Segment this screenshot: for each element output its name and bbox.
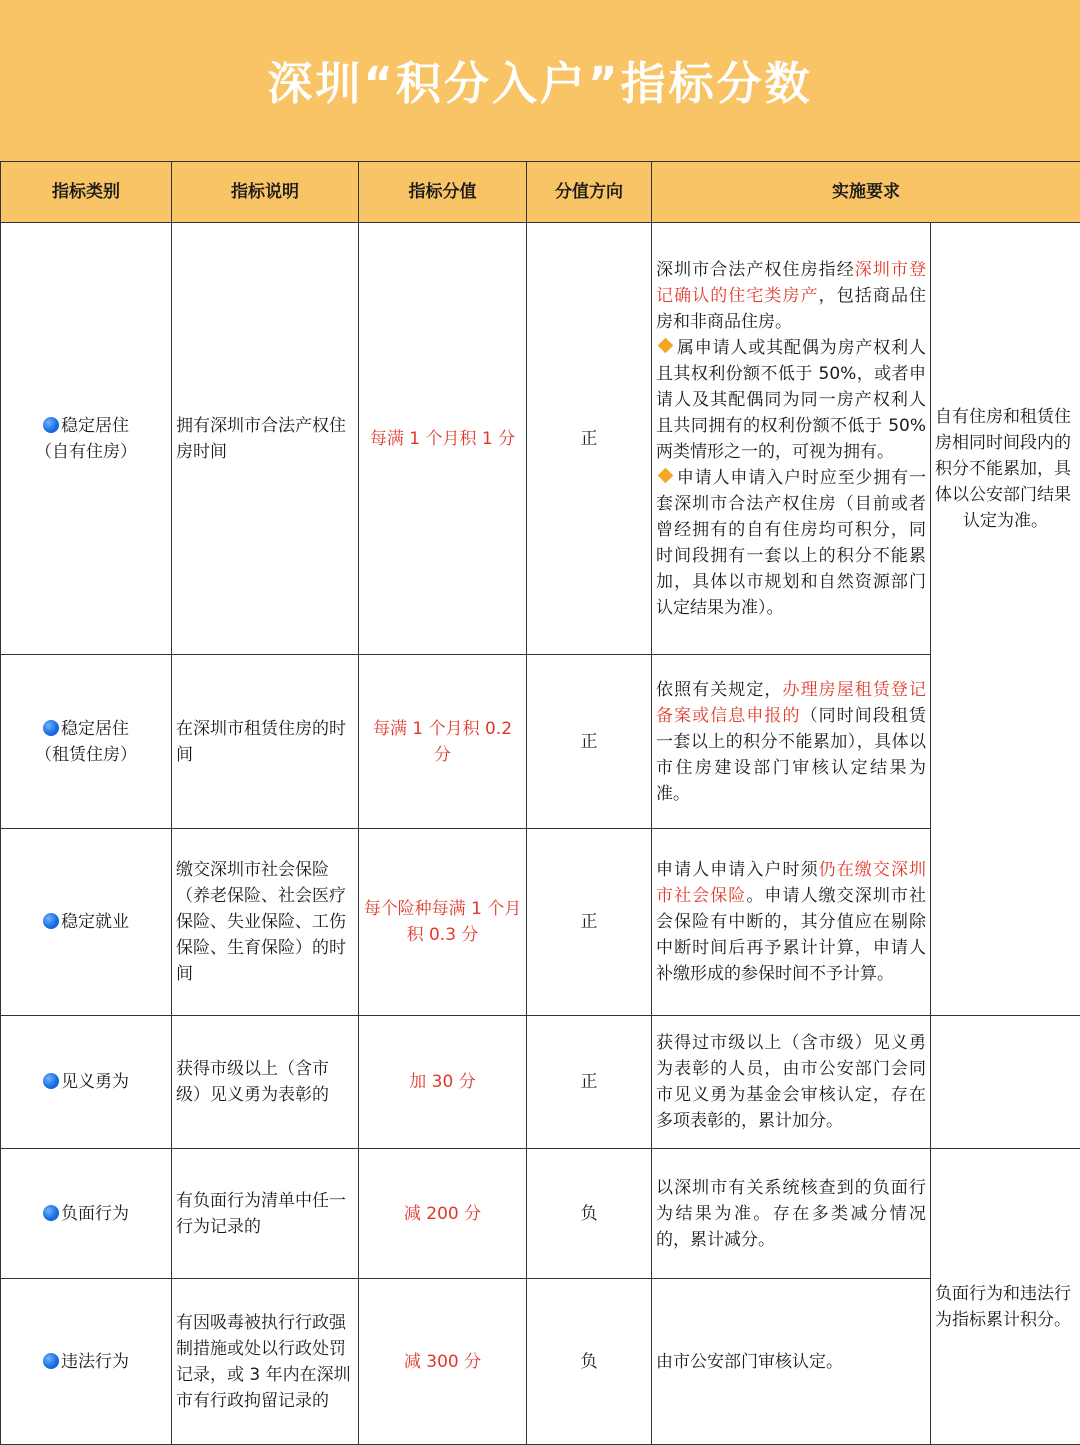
table-row [1, 1149, 1080, 1279]
table-row [1, 223, 1080, 655]
score-cell: 减 300 分 [359, 1279, 527, 1445]
header-description: 指标说明 [172, 162, 359, 223]
category-sub-label: （租赁住房） [35, 745, 137, 765]
requirement-cell: 由市公安部门审核认定。 [652, 1279, 931, 1445]
score-cell: 每满 1 个月积 1 分 [359, 223, 527, 655]
header-score: 指标分值 [359, 162, 527, 223]
page-title: 深圳“积分入户”指标分数 [267, 47, 812, 112]
score-cell: 每满 1 个月积 0.2 分 [359, 655, 527, 829]
category-cell [1, 829, 172, 1016]
empty-note-cell [931, 1016, 1080, 1149]
category-label: 稳定居住 [61, 416, 129, 436]
direction-cell: 正 [527, 223, 652, 655]
score-cell: 每个险种每满 1 个月积 0.3 分 [359, 829, 527, 1016]
direction-cell: 负 [527, 1149, 652, 1279]
direction-cell: 负 [527, 1279, 652, 1445]
highlight-text: 办理房屋租赁登记备案或信息申报的 [656, 680, 926, 726]
table-row [1, 1016, 1080, 1149]
score-cell: 加 30 分 [359, 1016, 527, 1149]
category-cell [1, 1149, 172, 1279]
blue-dot-icon [43, 417, 59, 433]
header-category: 指标类别 [1, 162, 172, 223]
description-cell: 有因吸毒被执行行政强制措施或处以行政处罚记录，或 3 年内在深圳市有行政拘留记录的 [172, 1279, 359, 1445]
orange-diamond-icon [658, 337, 674, 353]
blue-dot-icon [43, 1073, 59, 1089]
category-label: 稳定就业 [61, 912, 129, 932]
blue-dot-icon [43, 720, 59, 736]
score-cell: 减 200 分 [359, 1149, 527, 1279]
description-cell: 缴交深圳市社会保险（养老保险、社会医疗保险、失业保险、工伤保险、生育保险）的时间 [172, 829, 359, 1016]
requirement-cell: 以深圳市有关系统核查到的负面行为结果为准。存在多类减分情况的，累计减分。 [652, 1149, 931, 1279]
description-cell: 在深圳市租赁住房的时间 [172, 655, 359, 829]
header-direction: 分值方向 [527, 162, 652, 223]
orange-diamond-icon [658, 467, 674, 483]
header-row [1, 162, 1080, 223]
header-requirements: 实施要求 [652, 162, 1080, 223]
blue-dot-icon [43, 1205, 59, 1221]
table-row [1, 655, 1080, 829]
direction-cell: 正 [527, 829, 652, 1016]
direction-cell: 正 [527, 1016, 652, 1149]
table-row [1, 1279, 1080, 1445]
direction-cell: 正 [527, 655, 652, 829]
category-cell [1, 655, 172, 829]
title-banner [0, 0, 1080, 161]
housing-note-cell: 自有住房和租赁住房相同时间段内的积分不能累加，具体以公安部门结果 认定为准。 [931, 223, 1080, 1016]
negative-note-cell: 负面行为和违法行为指标累计积分。 [931, 1149, 1080, 1445]
requirement-cell: 申请人申请入户时须仍在缴交深圳市社会保险。申请人缴交深圳市社会保险有中断的，其分值应在剔除中断时间后再予累计计算，申请人补缴形成的参保时间不予计算。 [652, 829, 931, 1016]
description-cell: 拥有深圳市合法产权住房时间 [172, 223, 359, 655]
score-table [0, 161, 1080, 1445]
category-cell [1, 1279, 172, 1445]
category-cell [1, 1016, 172, 1149]
description-cell: 有负面行为清单中任一行为记录的 [172, 1149, 359, 1279]
requirement-cell: 深圳市合法产权住房指经深圳市登记确认的住宅类房产，包括商品住房和非商品住房。 属申请人或其配偶为房产权利人且其权利份额不低于 50%，或者申请人及其配偶同为同一房产权利人且共同拥有的权利份额不低于 50% 两类情形之一的，可视为拥有。 申请人申请入户时应至少拥有一套深圳市合法产权住房（目前或者曾经拥有的自有住房均可积分，同时间段拥有一套以上的积分不能累加，具体以市规划和自然资源部门认定结果为准）。 [652, 223, 931, 655]
blue-dot-icon [43, 1353, 59, 1369]
category-sub-label: （自有住房） [35, 442, 137, 462]
category-label: 负面行为 [61, 1204, 129, 1224]
requirement-cell: 获得过市级以上（含市级）见义勇为表彰的人员，由市公安部门会同市见义勇为基金会审核认定，存在多项表彰的，累计加分。 [652, 1016, 931, 1149]
table-row [1, 829, 1080, 1016]
category-label: 违法行为 [61, 1352, 129, 1372]
highlight-text: 深圳市登记确认的住宅类房产 [656, 260, 926, 306]
highlight-text: 仍在缴交深圳市社会保险 [656, 860, 926, 906]
category-cell [1, 223, 172, 655]
requirement-cell: 依照有关规定，办理房屋租赁登记备案或信息申报的（同时间段租赁一套以上的积分不能累加），具体以市住房建设部门审核认定结果为准。 [652, 655, 931, 829]
blue-dot-icon [43, 913, 59, 929]
description-cell: 获得市级以上（含市级）见义勇为表彰的 [172, 1016, 359, 1149]
category-label: 见义勇为 [61, 1072, 129, 1092]
category-label: 稳定居住 [61, 719, 129, 739]
